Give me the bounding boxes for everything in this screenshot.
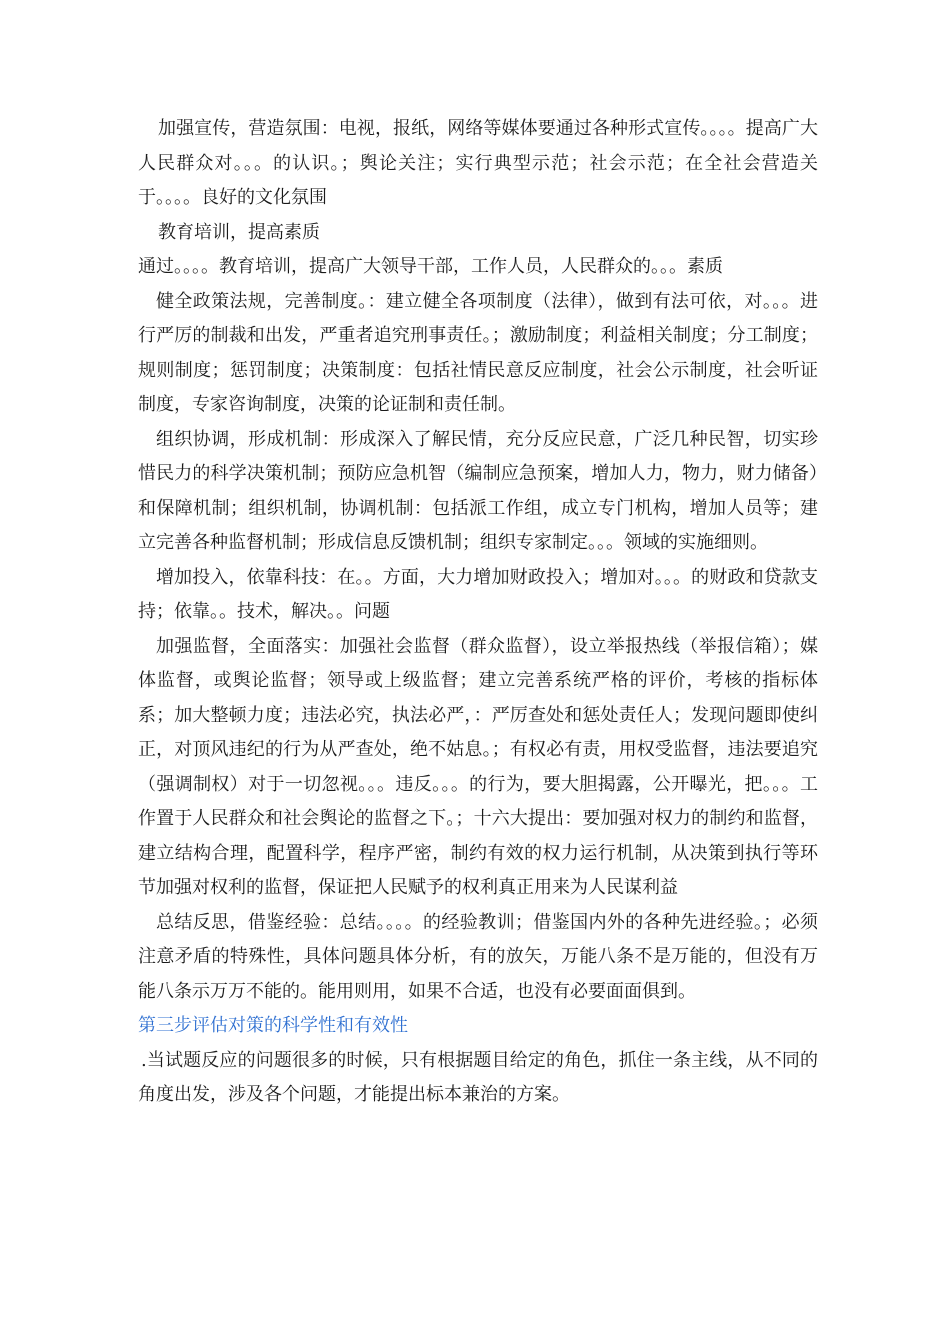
- section-heading-step-three: 第三步评估对策的科学性和有效性: [138, 1015, 408, 1036]
- paragraph-training-body: 通过。。。。教育培训，提高广大领导干部，工作人员，人民群众的。。。素质: [138, 256, 723, 277]
- paragraph-investment: 增加投入，依靠科技：在。。方面，大力增加财政投入；增加对。。。的财政和贷款支持；依靠。。技术，解决。。问题: [138, 566, 818, 622]
- paragraph-supervision: 加强监督，全面落实：加强社会监督（群众监督），设立举报热线（举报信箱）；媒体监督，或舆论监督；领导或上级监督；建立完善系统严格的评价，考核的指标体系；加大整顿力度；违法必究，执法必严，：严厉查处和惩处责任人；发现问题即使纠正，对顶风违纪的行为从严查处，绝不姑息。；有权必有责，用权受监督，违法要追究（强调制权）对于一切忽视。。。违反。。。的行为，要大胆揭露，公开曝光，把。。。工作置于人民群众和社会舆论的监督之下。；十六大提出：要加强对权力的制约和监督，建立结构合理，配置科学，程序严密，制约有效的权力运行机制，从决策到执行等环节加强对权利的监督，保证把人民赋予的权利真正用来为人民谋利益: [138, 635, 818, 898]
- paragraph-coordination: 组织协调，形成机制：形成深入了解民情，充分反应民意，广泛几种民智，切实珍惜民力的科学决策机制；预防应急机智（编制应急预案，增加人力，物力，财力储备）和保障机制；组织机制，协调机制：包括派工作组，成立专门机构，增加人员等；建立完善各种监督机制；形成信息反馈机制；组织专家制定。。。领域的实施细则。: [138, 428, 818, 553]
- paragraph-policy: 健全政策法规，完善制度。：建立健全各项制度（法律），做到有法可依，对。。。进行严厉的制裁和出发，严重者追究刑事责任。；激励制度；利益相关制度；分工制度；规则制度；惩罚制度；决策制度：包括社情民意反应制度，社会公示制度，社会听证制度，专家咨询制度，决策的论证制和责任制。: [138, 290, 818, 415]
- paragraph-publicity: 加强宣传，营造氛围：电视，报纸，网络等媒体要通过各种形式宣传。。。。提高广大人民群众对。。。的认识。；舆论关注；实行典型示范；社会示范；在全社会营造关于。。。。良好的文化氛围: [138, 118, 818, 208]
- paragraph-training-title: 教育培训，提高素质: [158, 221, 320, 243]
- document-page: [138, 112, 818, 1113]
- paragraph-summary: 总结反思，借鉴经验：总结。。。。的经验教训；借鉴国内外的各种先进经验。；必须注意矛盾的特殊性，具体问题具体分析，有的放矢，万能八条不是万能的，但没有万能八条示万万不能的。能用则用，如果不合适，也没有必要面面俱到。: [138, 911, 818, 1002]
- paragraph-closing: .当试题反应的问题很多的时候，只有根据题目给定的角色，抓住一条主线，从不同的角度出发，涉及各个问题，才能提出标本兼治的方案。: [138, 1049, 818, 1105]
